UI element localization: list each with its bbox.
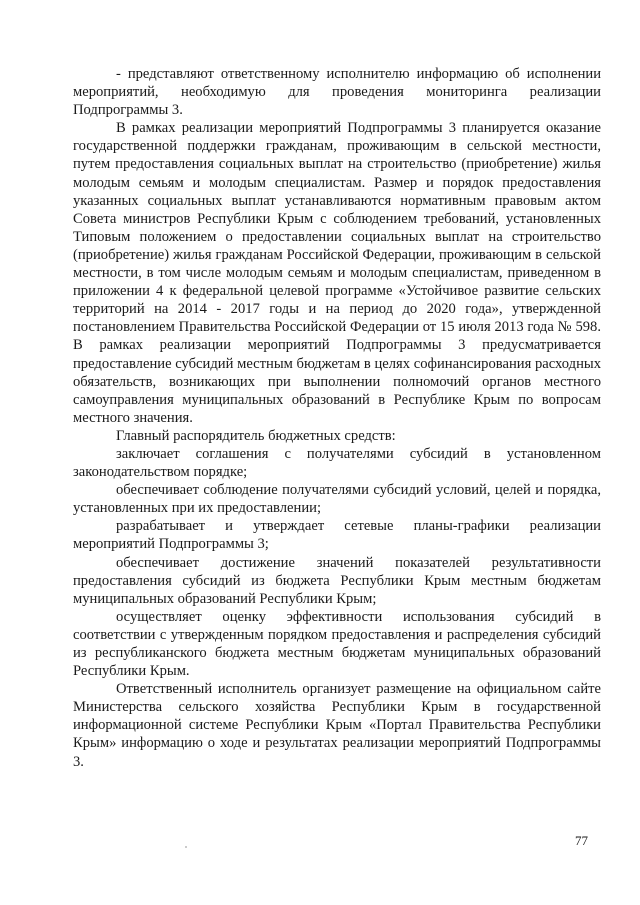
paragraph: разрабатывает и утверждает сетевые планы-графики реализации мероприятий Подпрограммы 3; [73, 518, 601, 553]
paragraph: обеспечивает соблюдение получателями субсидий условий, целей и порядка, установленных при их предоставлении; [73, 482, 601, 517]
scan-speck [185, 846, 187, 848]
paragraph: обеспечивает достижение значений показателей результативности предоставления субсидий из бюджета Республики Крым местным бюджетам муниципальных образований Республики Крым; [73, 554, 601, 607]
page-number: 77 [575, 833, 588, 848]
paragraph: - представляют ответственному исполнителю информацию об исполнении мероприятий, необходимую для проведения мониторинга реализации Подпрограммы 3. [73, 66, 601, 119]
paragraph: осуществляет оценку эффективности использования субсидий в соответствии с утвержденным порядком предоставления и распределения субсидий из республиканского бюджета местным бюджетам муниципальных образований Республики Крым. [73, 608, 601, 680]
paragraph: Ответственный исполнитель организует размещение на официальном сайте Министерства сельского хозяйства Республики Крым в государственной информационной системе Республики Крым «Портал Правительства Республики Крым» информацию о ходе и результатах реализации мероприятий Подпрограммы 3. [73, 681, 601, 770]
paragraph: В рамках реализации мероприятий Подпрограммы 3 планируется оказание государственной поддержки гражданам, проживающим в сельской местности, путем предоставления социальных выплат на строительство (приобретение) жилья молодым семьям и молодым специалистам. Размер и порядок предоставления указанных социальных выплат устанавливаются нормативным правовым актом Совета министров Республики Крым с соблюдением требований, установленных Типовым положением о предоставлении социальных выплат на строительство (приобретение) жилья гражданам Российской Федерации, проживающим в сельской местности, в том числе молодым семьям и молодым специалистам, приведенном в приложении 4 к федеральной целевой программе «Устойчивое развитие сельских территорий на 2014 - 2017 годы и на период до 2020 года», утвержденной постановлением Правительства Российской Федерации от 15 июля 2013 года № 598. В рамках реализации мероприятий Подпрограммы 3 предусматривается предоставление субсидий местным бюджетам в целях софинансирования расходных обязательств, возникающих при выполнении полномочий органов местного самоуправления муниципальных образований в Республике Крым по вопросам местного значения. [73, 120, 601, 426]
paragraph: Главный распорядитель бюджетных средств: [116, 427, 396, 444]
body-text [73, 65, 601, 771]
paragraph: заключает соглашения с получателями субсидий в установленном законодательством порядке; [73, 445, 601, 481]
